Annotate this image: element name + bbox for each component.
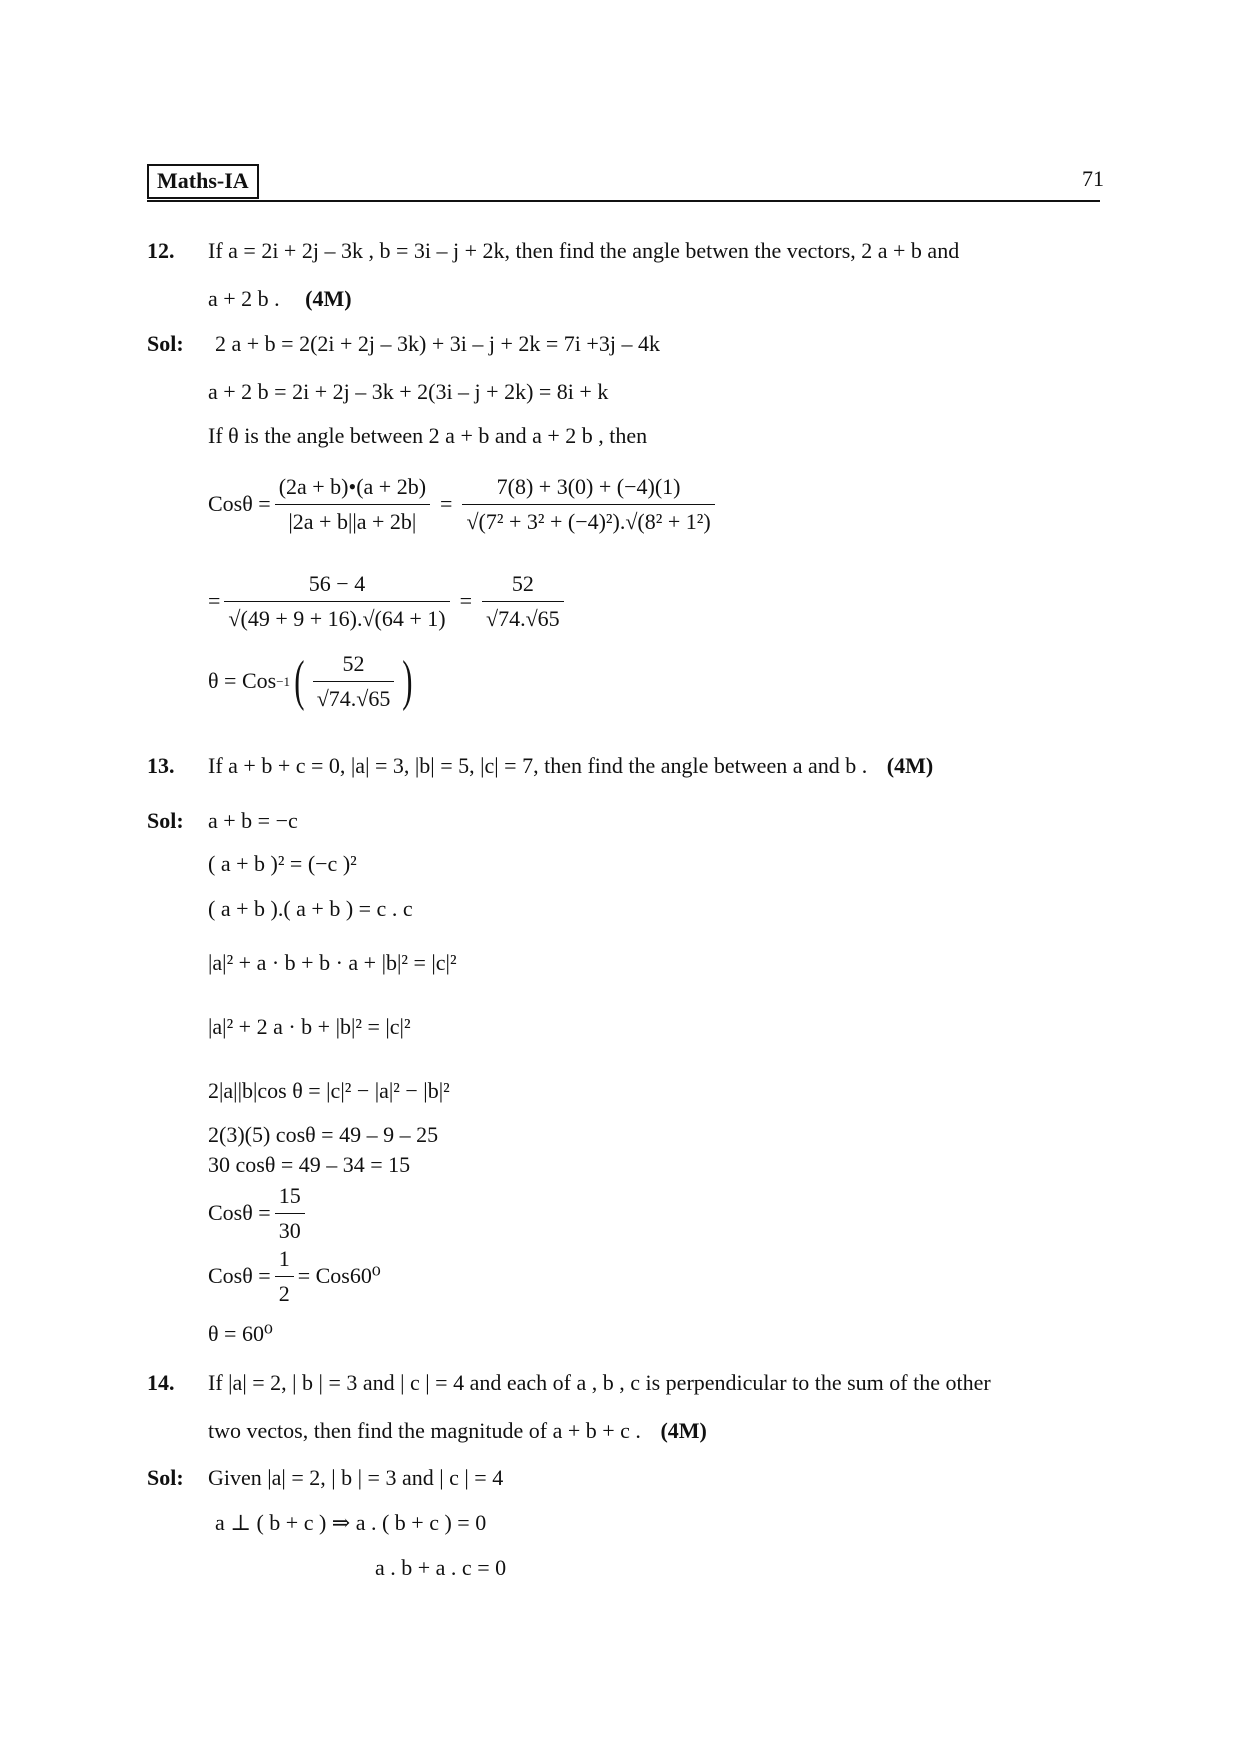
page-number: 71	[1082, 166, 1104, 191]
q13-step-5: |a|² + 2 a · b + |b|² = |c|²	[208, 1014, 411, 1039]
question-14-text-line1: If |a| = 2, | b | = 3 and | c | = 4 and each of a , b , c is perpendicular to the sum of the other	[208, 1370, 991, 1395]
q12-step-3: If θ is the angle between 2 a + b and a + 2 b , then	[208, 423, 648, 448]
q12-fraction-2	[462, 473, 714, 535]
q12-fraction-4-den: √74.√65	[486, 605, 560, 631]
book-title: Maths-IA	[147, 164, 259, 199]
q13-step-10-lhs: Cosθ =	[208, 1263, 271, 1288]
header-rule	[147, 200, 1100, 202]
q12-theta-result	[208, 650, 417, 712]
q13-fraction-1-2-num: 1	[275, 1245, 294, 1277]
q12-inverse-sup: −1	[276, 673, 291, 689]
q12-step-1: 2 a + b = 2(2i + 2j – 3k) + 3i – j + 2k = 7i +3j – 4k	[215, 331, 660, 356]
q12-fraction-1-den: |2a + b||a + 2b|	[288, 508, 417, 534]
q12-left-paren: (	[294, 650, 305, 712]
question-14-expr: two vectos, then find the magnitude of a + b + c .	[208, 1418, 641, 1443]
question-13-expr: If a + b + c = 0, |a| = 3, |b| = 5, |c| = 7, then find the angle between a and b .	[208, 753, 868, 778]
q14-step-1: Given |a| = 2, | b | = 3 and | c | = 4	[208, 1465, 504, 1490]
question-12-text-line2	[208, 288, 352, 310]
q13-step-2: ( a + b )² = (−c )²	[208, 851, 357, 876]
q12-equals-2: =	[208, 588, 221, 613]
q12-fraction-1-num: (2a + b)•(a + 2b)	[275, 473, 430, 505]
question-12-text-line1: If a = 2i + 2j – 3k , b = 3i – j + 2k, then find the angle betwen the vectors, 2 a + b and	[208, 238, 960, 263]
q13-fraction-1-2-den: 2	[278, 1280, 290, 1306]
question-14-number: 14.	[147, 1370, 175, 1395]
question-13-marks: (4M)	[886, 753, 934, 778]
q13-step-6: 2|a||b|cos θ = |c|² − |a|² − |b|²	[208, 1078, 450, 1103]
q12-fraction-3-den: √(49 + 9 + 16).√(64 + 1)	[228, 605, 446, 631]
q13-fraction-15-30	[275, 1182, 305, 1244]
q13-step-9-lhs: Cosθ =	[208, 1200, 271, 1225]
q13-step-10-rhs: = Cos60⁰	[297, 1263, 381, 1288]
q12-fraction-1	[275, 473, 430, 535]
q13-step-3: ( a + b ).( a + b ) = c . c	[208, 896, 413, 921]
q13-step-11: θ = 60⁰	[208, 1321, 273, 1346]
q12-equals-3: =	[459, 588, 473, 613]
q14-sol-label: Sol:	[147, 1465, 184, 1490]
question-14-marks: (4M)	[660, 1418, 707, 1443]
question-12-number: 12.	[147, 238, 175, 263]
q14-step-2: a ⊥ ( b + c ) ⇒ a . ( b + c ) = 0	[215, 1510, 487, 1535]
q12-right-paren: )	[402, 650, 413, 712]
q12-fraction-5-den: √74.√65	[316, 685, 391, 711]
question-14-text-line2	[208, 1420, 707, 1442]
q13-step-7: 2(3)(5) cosθ = 49 – 9 – 25	[208, 1122, 439, 1147]
q13-step-9	[208, 1182, 309, 1244]
question-12-marks: (4M)	[305, 286, 352, 311]
q12-simplified	[208, 570, 568, 632]
q12-cos-formula	[208, 473, 719, 535]
q14-step-3: a . b + a . c = 0	[375, 1555, 507, 1580]
q13-fraction-1-2	[275, 1245, 294, 1307]
q13-step-1: a + b = −c	[208, 808, 298, 833]
question-13-text	[208, 755, 933, 777]
q12-sol-label: Sol:	[147, 331, 184, 356]
q13-sol-label: Sol:	[147, 808, 184, 833]
question-12-expr: a + 2 b .	[208, 286, 280, 311]
q13-step-4: |a|² + a · b + b · a + |b|² = |c|²	[208, 950, 457, 975]
q12-fraction-2-num: 7(8) + 3(0) + (−4)(1)	[462, 473, 714, 505]
q13-fraction-15-30-num: 15	[275, 1182, 305, 1214]
q13-step-10	[208, 1245, 381, 1307]
q12-cos-lhs: Cosθ =	[208, 491, 271, 516]
q12-equals-1: =	[440, 491, 453, 516]
q12-fraction-5	[313, 650, 395, 712]
q12-step-2: a + 2 b = 2i + 2j – 3k + 2(3i – j + 2k) = 8i + k	[208, 379, 609, 404]
q12-fraction-2-den: √(7² + 3² + (−4)²).√(8² + 1²)	[466, 508, 711, 534]
q12-fraction-5-num: 52	[313, 650, 395, 682]
question-13-number: 13.	[147, 753, 175, 778]
q13-step-8: 30 cosθ = 49 – 34 = 15	[208, 1152, 411, 1177]
q12-fraction-3	[224, 570, 449, 632]
q12-theta-lhs: θ = Cos	[208, 668, 277, 693]
q13-fraction-15-30-den: 30	[278, 1217, 301, 1243]
q12-fraction-3-num: 56 − 4	[224, 570, 449, 602]
q12-fraction-4-num: 52	[482, 570, 564, 602]
q12-fraction-4	[482, 570, 564, 632]
